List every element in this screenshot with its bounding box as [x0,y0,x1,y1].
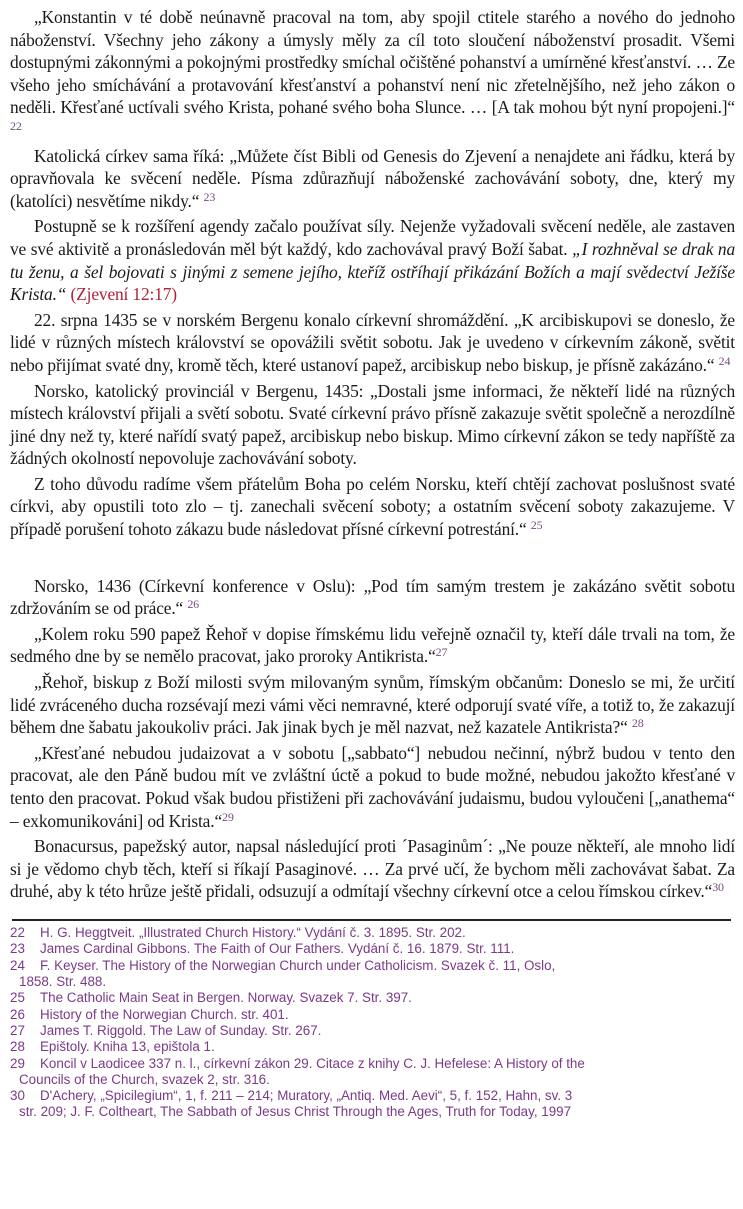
footnote-text [40,1023,735,1039]
footnote-text [19,1055,735,1088]
footnote-line: The Catholic Main Seat in Bergen. Norway. Svazek 7. Str. 397. [40,990,412,1006]
footnote-divider [12,919,731,921]
footnote-text [40,1007,735,1023]
footnote-text [40,1039,735,1055]
paragraph-text: Norsko, katolický provinciál v Bergenu, 1435: „Dostali jsme informaci, že někteří lidé na různých místech království přijali a světí sobotu. Svaté církevní právo přísně zakazuje světit společně a nerozdílně jiné dny než ty, které nařídí svatý papež, arcibiskup nebo biskup. Mimo církevní zákon se tedy napříště za žádných okolností nepovoluje zachovávání soboty. [10,380,735,469]
footnote-line: D'Achery, „Spicilegium“, 1, f. 211 – 214; Muratory, „Antiq. Med. Aevi“, 5, f. 152, Hahn, sv. 3 [40,1088,573,1104]
footnote-number: 22 [10,924,25,940]
footnote-text [19,1088,735,1120]
paragraph-text: Katolická církev sama říká: „Můžete číst Bibli od Genesis do Zjevení a nenajdete ani řádku, která by opravňovala ke svěcení neděle. Písma zdůrazňují náboženské zachovávání soboty, dne, který my (katolíci) nesvětíme nikdy.“ [10,145,735,211]
paragraph-text: Postupně se k rozšíření agendy začalo používat síly. Nejenže vyžadovali svěcení neděle, ale zastaven ve své aktivitě a pronásledován měl být každý, kdo zachovával pravý Boží šabat. [10,216,735,259]
footnote [10,941,735,957]
footnote-number: 30 [10,1088,25,1104]
footnote [10,925,735,941]
paragraph-text: „Konstantin v té době neúnavně pracoval na tom, aby spojil ctitele starého a nového do jednoho náboženství. Všechny jeho zákony a úmysly měly za cíl toto sloučení náboženství prosadit. Všemi dostupnými zákonnými a pokojnými prostředky smíchal očištěné pohanství a umírněné křesťanství. … Ze všeho jeho smíchávání a protavování křesťanství a pohanství není nic zřetelnějšího, než jeho zákon o neděli. Křesťané uctívali svého Krista, pohané svého boha Slunce. … [A tak mohou být nyní propojeni.]“ [10,7,735,118]
footnote-number: 29 [10,1055,25,1071]
footnote-marker[interactable]: 23 [203,189,216,204]
body-paragraph [10,215,735,305]
footnote-line: James T. Riggold. The Law of Sunday. Str. 267. [40,1022,322,1038]
footnote-marker[interactable]: 22 [10,118,22,133]
paragraph-text: Z toho důvodu radíme všem přátelům Boha po celém Norsku, kteří chtějí zachovat poslušnost svaté církvi, aby opustili toto zlo – tj. zanechali svěcení soboty; a ostatním svěcení soboty zakazujeme. V případě porušení tohoto zákazu bude následovat přísné církevní potrestání.“ [10,473,735,540]
body-paragraph [10,145,735,213]
footnote-number: 25 [10,990,25,1006]
body-paragraph [10,380,735,470]
paragraph-text: „Kolem roku 590 papež Řehoř v dopise římskému lidu veřejně označil ty, kteří dále trvali na tom, že sedmého dne by se nemělo pracovat, jako proroky Antikrista.“ [10,623,735,667]
footnote [10,958,735,990]
footnote-line: str. 209; J. F. Coltheart, The Sabbath of Jesus Christ Through the Ages, Truth for Today, 1997 [19,1104,572,1120]
footnote [10,990,735,1006]
footnote-line: History of the Norwegian Church. str. 401. [40,1006,289,1022]
footnote-marker[interactable]: 27 [435,645,448,660]
footnote-marker[interactable]: 30 [712,880,724,895]
footnote-text [40,990,735,1006]
footnote-line: 1858. Str. 488. [19,973,107,989]
footnote-line: H. G. Heggtveit. „Illustrated Church History.“ Vydání č. 3. 1895. Str. 202. [40,924,466,940]
bible-reference: (Zjevení 12:17) [70,284,177,305]
footnote-number: 26 [10,1006,25,1022]
footnote-text [40,941,735,957]
footnote-line: Councils of the Church, svazek 2, str. 316. [19,1071,270,1087]
footnote-line: F. Keyser. The History of the Norwegian Church under Catholicism. Svazek č. 11, Oslo, [40,957,556,973]
footnote [10,1007,735,1023]
footnote-line: James Cardinal Gibbons. The Faith of Our Fathers. Vydání č. 16. 1879. Str. 111. [40,941,515,957]
footnote-number: 28 [10,1039,25,1055]
body-paragraph [10,6,735,142]
footnote-marker[interactable]: 25 [530,518,543,533]
paragraph-text: „Řehoř, biskup z Boží milosti svým milovaným synům, římským občanům: Doneslo se mi, že určití lidé zvráceného ducha rozsévají mezi vámi věci nemravné, které odporují svaté víře, a totiž to, že zakazují během dne šabatu jakoukoliv práci. Jak jinak bych je měl nazvat, než kazatele Antikrista?“ [10,672,735,738]
section-gap [10,541,735,575]
body-text [10,6,735,903]
footnote-text [19,957,735,990]
paragraph-text: „Křesťané nebudou judaizovat a v sobotu [„sabbato“] nebudou nečinní, nýbrž budou v tento den pracovat, ale den Páně budou mít ve zvláštní úctě a pokud to bude možné, nebudou jakožto křesťané v tento den pracovat. Pokud však budou přistiženi při zachovávání judaismu, budou vyloučeni [„anathema“ – exkomunikováni] od Krista.“ [10,742,735,831]
footnote [10,1023,735,1039]
footnote-marker[interactable]: 28 [631,716,644,731]
footnote-line: Epištoly. Kniha 13, epištola 1. [40,1039,215,1055]
footnote-number: 27 [10,1022,25,1038]
footnote-number: 23 [10,941,25,957]
footnote [10,1056,735,1088]
footnote-marker[interactable]: 24 [718,353,731,368]
footnote-number: 24 [10,957,25,973]
body-paragraph [10,575,735,620]
footnote-line: Koncil v Laodicee 337 n. l., církevní zákon 29. Citace z knihy C. J. Hefelese: A History of the [40,1055,585,1071]
footnotes [10,925,735,1120]
body-paragraph [10,623,735,668]
body-paragraph [10,473,735,541]
body-paragraph [10,742,735,832]
footnote-text [40,925,735,941]
body-paragraph [10,309,735,377]
paragraph-text: Bonacursus, papežský autor, napsal následující proti ´Pasaginům´: „Ne pouze někteří, ale mnoho lidí si je vědomo chyb těch, kteří si říkají Pasaginové. … Za prvé učí, že bychom měli zachovávat šabat. Za druhé, aby k této hrůze ještě přidali, odsuzují a odmítají všechny církevní otce a celou římskou církev.“ [10,836,735,902]
footnote-marker[interactable]: 26 [187,597,200,612]
footnote [10,1088,735,1120]
paragraph-text: 22. srpna 1435 se v norském Bergenu konalo církevní shromáždění. „K arcibiskupovi se doneslo, že lidé v různých místech království se opovážili světit sobotu. Jak je uvedeno v církevním zákoně, světit nebo přijímat svaté dny, kromě těch, které ustanoví papež, arcibiskup nebo biskup, je přísně zakázáno.“ [10,309,735,375]
body-paragraph [10,671,735,739]
footnote-marker[interactable]: 29 [222,809,234,824]
footnote [10,1039,735,1055]
bible-quote: „I rozhněval se drak na tu ženu, a šel bojovati s jinými z semene jejího, kteříž ostříhají přikázání Božích a mají svědectví Ježíše Krista.“ [10,238,735,305]
paragraph-text: Norsko, 1436 (Církevní konference v Oslu): „Pod tím samým trestem je zakázáno světit sobotu zdržováním se od práce.“ [10,575,735,619]
body-paragraph [10,835,735,903]
